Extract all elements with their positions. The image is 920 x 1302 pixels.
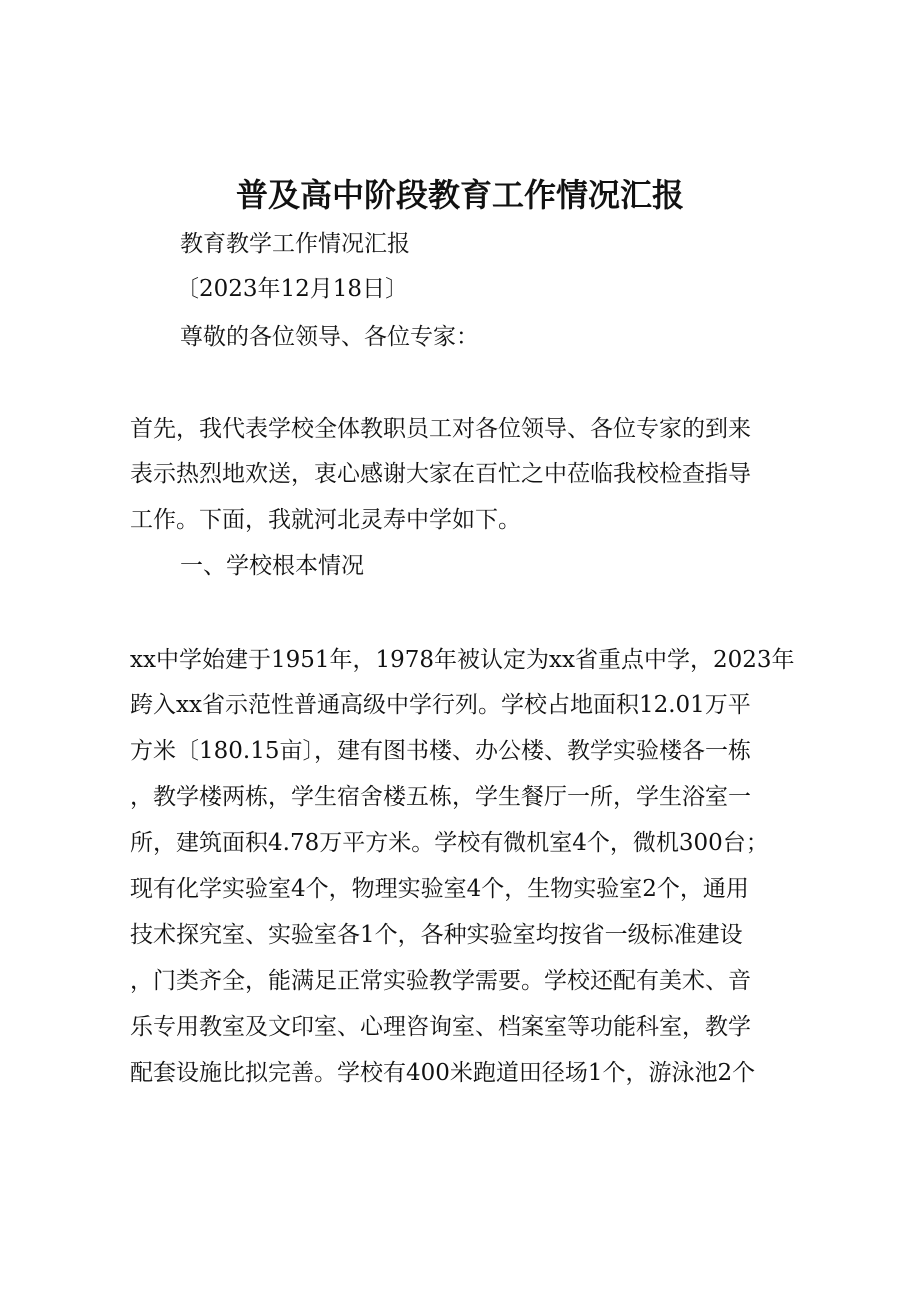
section-line: ，教学楼两栋，学生宿舍楼五栋，学生餐厅一所，学生浴室一	[130, 784, 751, 810]
intro-line: 工作。下面，我就河北灵寿中学如下。	[130, 507, 521, 533]
document-title: 普及高中阶段教育工作情况汇报	[235, 176, 684, 214]
section-line: 现有化学实验室4个，物理实验室4个，生物实验室2个，通用	[130, 876, 749, 902]
section-line: 乐专用教室及文印室、心理咨询室、档案室等功能科室，教学	[130, 1014, 751, 1040]
document-subtitle: 教育教学工作情况汇报	[180, 231, 410, 257]
section-line: 方米〔180.15亩〕，建有图书楼、办公楼、教学实验楼各一栋	[130, 738, 751, 764]
section-line: ，门类齐全，能满足正常实验教学需要。学校还配有美术、音	[130, 968, 751, 994]
section-line: xx中学始建于1951年，1978年被认定为xx省重点中学，2023年	[130, 647, 795, 673]
section-heading: 一、学校根本情况	[180, 553, 364, 579]
greeting: 尊敬的各位领导、各位专家：	[180, 324, 479, 350]
document-date: 〔2023年12月18日〕	[176, 276, 409, 302]
intro-line: 首先，我代表学校全体教职员工对各位领导、各位专家的到来	[130, 416, 751, 442]
section-line: 技术探究室、实验室各1个，各种实验室均按省一级标准建设	[130, 922, 743, 948]
section-line: 配套设施比拟完善。学校有400米跑道田径场1个，游泳池2个	[130, 1060, 756, 1086]
section-line: 跨入xx省示范性普通高级中学行列。学校占地面积12.01万平	[130, 692, 751, 718]
intro-line: 表示热烈地欢送，衷心感谢大家在百忙之中莅临我校检查指导	[130, 461, 751, 487]
section-line: 所，建筑面积4.78万平方米。学校有微机室4个，微机300台；	[130, 830, 769, 856]
